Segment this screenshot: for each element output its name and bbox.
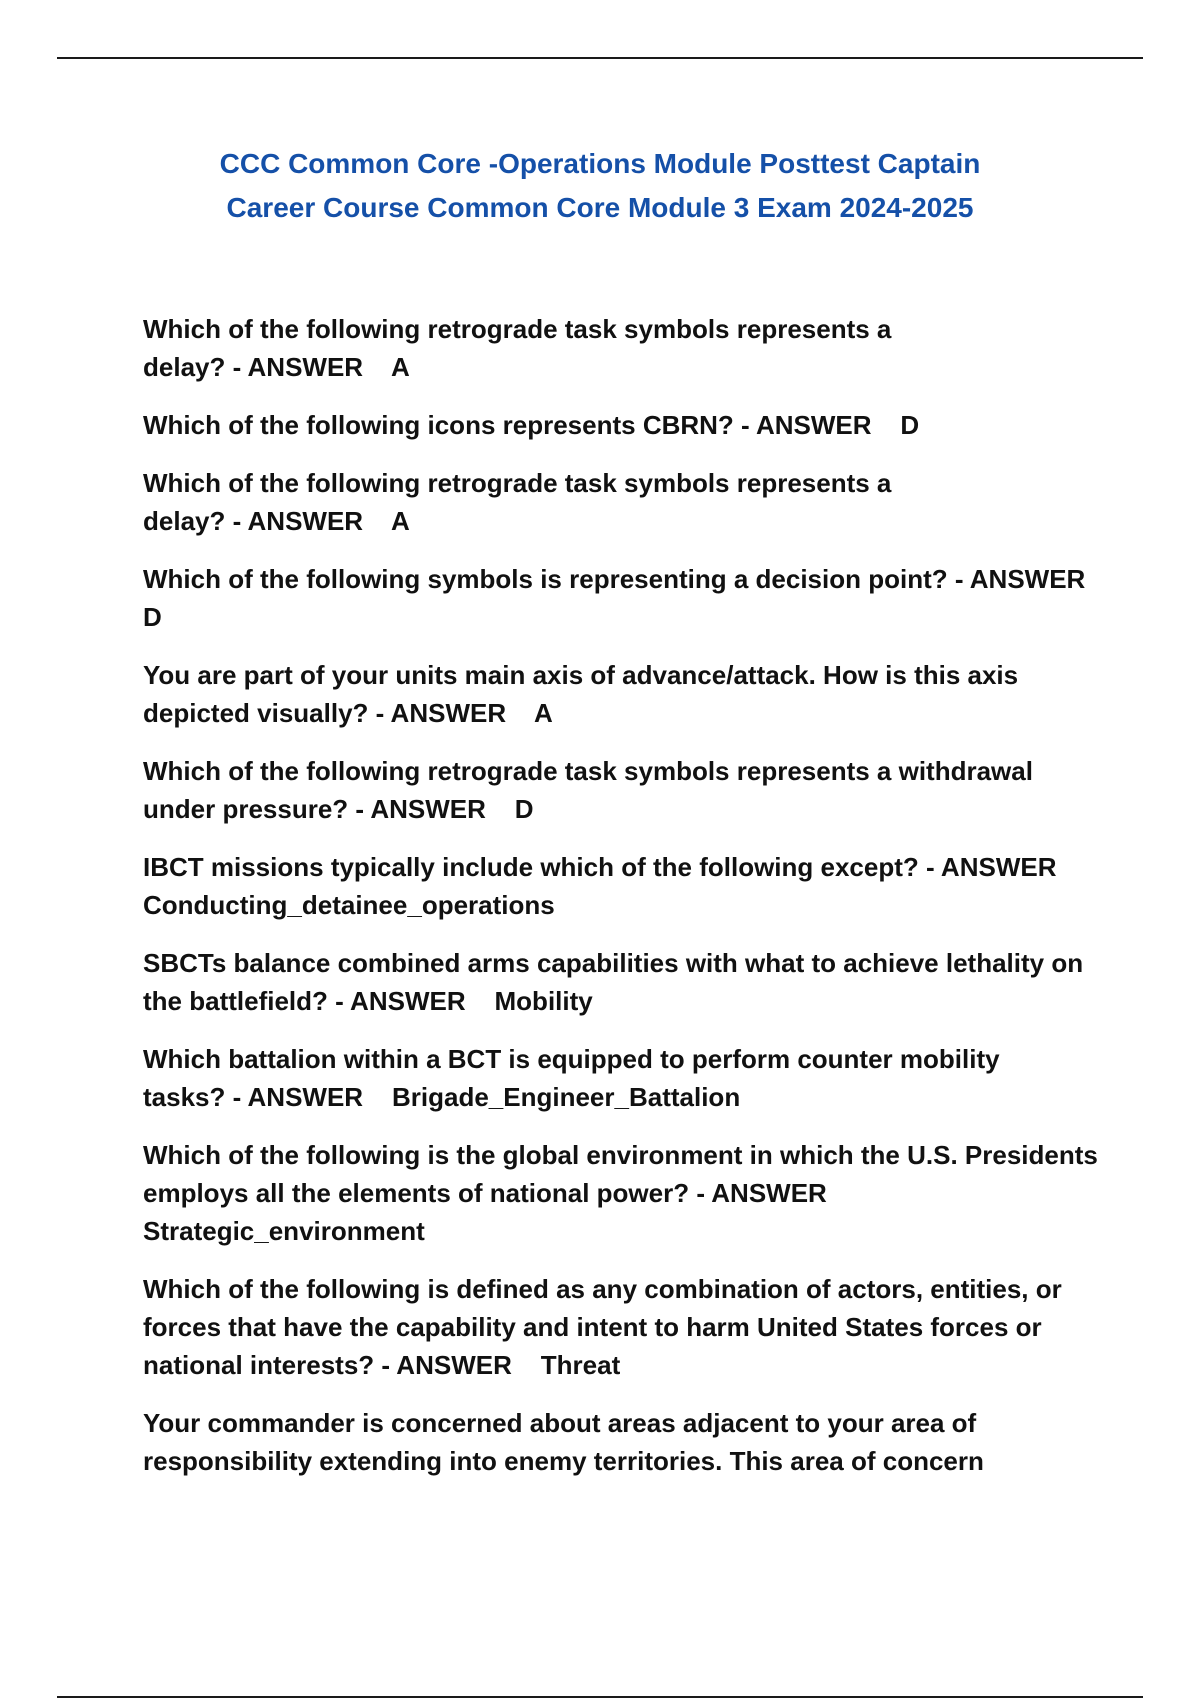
qa-item-2 bbox=[143, 406, 1103, 444]
question-text: Which battalion within a BCT is equipped to perform counter mobility tasks? bbox=[143, 1044, 1007, 1112]
answer-label: ANSWER bbox=[247, 506, 364, 536]
answer-label: ANSWER bbox=[247, 352, 364, 382]
qa-item-6 bbox=[143, 752, 1103, 828]
question-text: SBCTs balance combined arms capabilities with what to achieve lethality on the battlefield? bbox=[143, 948, 1091, 1016]
qa-item-11 bbox=[143, 1270, 1103, 1384]
answer-value: Brigade_Engineer_Battalion bbox=[392, 1082, 741, 1112]
top-rule bbox=[57, 57, 1143, 59]
question-text: Which of the following is the global environment in which the U.S. Presidents employs all the elements of national power? bbox=[143, 1140, 1106, 1208]
answer-value: A bbox=[391, 506, 410, 536]
answer-label: ANSWER bbox=[350, 986, 466, 1016]
qa-item-4 bbox=[143, 560, 1103, 636]
answer-value: Threat bbox=[540, 1350, 621, 1380]
answer-value: D bbox=[143, 602, 162, 632]
qa-item-10 bbox=[143, 1136, 1106, 1250]
answer-value: A bbox=[391, 352, 410, 382]
question-text: Which of the following icons represents CBRN? bbox=[143, 410, 734, 440]
title-line-2: Career Course Common Core Module 3 Exam 2024-2025 bbox=[226, 192, 974, 223]
answer-separator: - bbox=[348, 794, 371, 824]
answer-separator: - bbox=[225, 352, 248, 382]
answer-label: ANSWER bbox=[711, 1178, 827, 1208]
answer-value: D bbox=[514, 794, 534, 824]
answer-separator: - bbox=[368, 698, 391, 728]
question-text: Which of the following is defined as any combination of actors, entities, or forces that have the capability and intent to harm United States forces or national interests? bbox=[143, 1274, 1069, 1380]
answer-separator: - bbox=[733, 410, 756, 440]
question-text: You are part of your units main axis of advance/attack. How is this axis depicted visually? bbox=[143, 660, 1026, 728]
answer-label: ANSWER bbox=[247, 1082, 364, 1112]
question-text: IBCT missions typically include which of the following except? bbox=[143, 852, 919, 882]
answer-label: ANSWER bbox=[755, 410, 872, 440]
answer-label: ANSWER bbox=[969, 564, 1086, 594]
page-title bbox=[120, 142, 1080, 230]
title-line-1: CCC Common Core -Operations Module Posttest Captain bbox=[219, 148, 981, 179]
question-text: Which of the following retrograde task symbols represents a delay? bbox=[143, 314, 899, 382]
qa-item-8 bbox=[143, 944, 1103, 1020]
answer-separator: - bbox=[918, 852, 941, 882]
answer-label: ANSWER bbox=[396, 1350, 512, 1380]
answer-value: A bbox=[534, 698, 553, 728]
qa-item-7 bbox=[143, 848, 1103, 924]
answer-label: ANSWER bbox=[940, 852, 1057, 882]
answer-separator: - bbox=[689, 1178, 712, 1208]
answer-label: ANSWER bbox=[390, 698, 507, 728]
answer-separator: - bbox=[225, 1082, 248, 1112]
question-answer-list bbox=[143, 310, 1106, 1480]
bottom-rule bbox=[57, 1696, 1143, 1698]
answer-value: Mobility bbox=[494, 986, 593, 1016]
qa-item-5 bbox=[143, 656, 1103, 732]
answer-value: Conducting_detainee_operations bbox=[143, 890, 555, 920]
answer-value: D bbox=[900, 410, 920, 440]
answer-label: ANSWER bbox=[370, 794, 486, 824]
answer-separator: - bbox=[947, 564, 970, 594]
question-text: Your commander is concerned about areas adjacent to your area of responsibility extending into enemy territories. This area of concern bbox=[143, 1408, 984, 1476]
answer-separator: - bbox=[225, 506, 248, 536]
qa-item-9 bbox=[143, 1040, 1103, 1116]
qa-item-1 bbox=[143, 310, 1103, 386]
question-text: Which of the following symbols is representing a decision point? bbox=[143, 564, 948, 594]
question-text: Which of the following retrograde task symbols represents a delay? bbox=[143, 468, 899, 536]
qa-item-12 bbox=[143, 1404, 1103, 1480]
question-text: Which of the following retrograde task symbols represents a withdrawal under pressure? bbox=[143, 756, 1041, 824]
qa-item-3 bbox=[143, 464, 1103, 540]
answer-value: Strategic_environment bbox=[143, 1216, 425, 1246]
answer-separator: - bbox=[374, 1350, 397, 1380]
answer-separator: - bbox=[327, 986, 351, 1016]
